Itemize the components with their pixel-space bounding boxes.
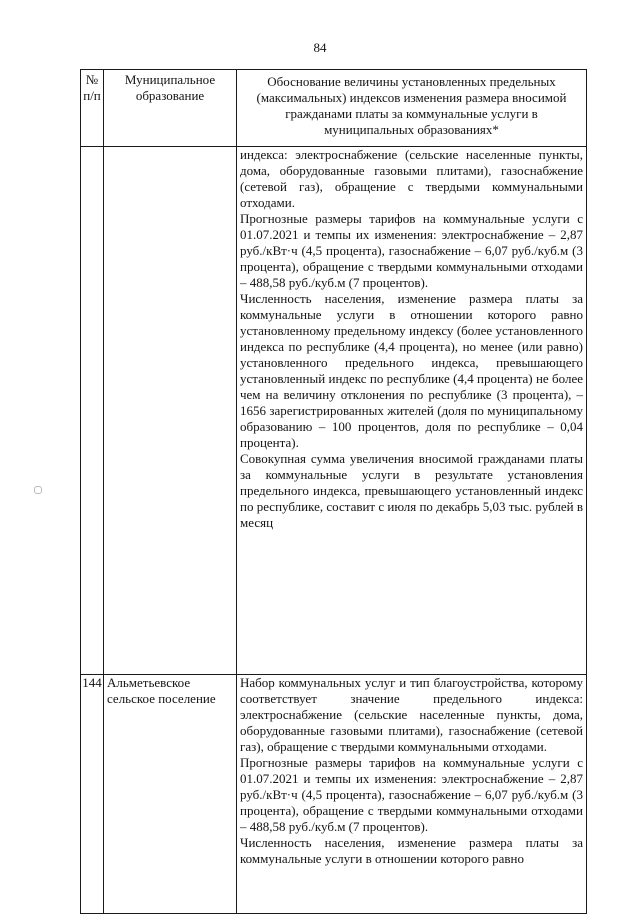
row-municipality-cell xyxy=(104,675,237,914)
row-justification xyxy=(237,147,586,531)
row-justification-cell xyxy=(237,675,587,914)
tariff-justification-table xyxy=(80,69,587,914)
header-justification: Обоснование величины установленных предельных (максимальных) индексов изменения размера вносимой гражданами платы за коммунальные услуги в муниципальных образованиях* xyxy=(256,74,567,137)
paragraph: Совокупная сумма увеличения вносимой гражданами платы за коммунальные услуги в результате установления предельного индекса, превышающего установленный индекс по республике, составит с июля по декабрь 5,03 тыс. рублей в месяц xyxy=(240,451,583,530)
scan-artifact-mark xyxy=(34,486,42,494)
table-header-row xyxy=(81,70,587,147)
header-municipality: Муниципальное образование xyxy=(124,72,216,103)
header-municipality-cell xyxy=(104,70,237,147)
row-num-cell xyxy=(81,675,104,914)
row-num: 144 xyxy=(82,675,102,690)
row-justification xyxy=(237,675,586,867)
header-justification-cell xyxy=(237,70,587,147)
paragraph: Прогнозные размеры тарифов на коммунальные услуги с 01.07.2021 и темпы их изменения: электроснабжение – 2,87 руб./кВт·ч (4,5 процента), газоснабжение – 6,07 руб./куб.м (3 процента), обращение с твердыми коммунальными отходами – 488,58 руб./куб.м (7 процентов). xyxy=(240,211,583,290)
row-municipality-cell xyxy=(104,147,237,675)
header-num-cell xyxy=(81,70,104,147)
paragraph: Прогнозные размеры тарифов на коммунальные услуги с 01.07.2021 и темпы их изменения: электроснабжение – 2,87 руб./кВт·ч (4,5 процента), газоснабжение – 6,07 руб./куб.м (3 процента), обращение с твердыми коммунальными отходами – 488,58 руб./куб.м (7 процентов). xyxy=(240,755,583,834)
table-row xyxy=(81,147,587,675)
row-num-cell xyxy=(81,147,104,675)
row-justification-cell xyxy=(237,147,587,675)
table-row xyxy=(81,675,587,914)
page-number: 84 xyxy=(313,40,327,55)
paragraph: индекса: электроснабжение (сельские населенные пункты, дома, оборудованные газовыми плитами), газоснабжение (сетевой газ), обращение с твердыми коммунальными отходами. xyxy=(240,147,583,210)
paragraph: Набор коммунальных услуг и тип благоустройства, которому соответствует значение предельного индекса: электроснабжение (сельские населенные пункты, дома, оборудованные газовыми плитами), газоснабжение (сетевой газ), обращение с твердыми коммунальными отходами. xyxy=(240,675,583,754)
row-municipality: Альметьевское сельское поселение xyxy=(107,675,216,706)
paragraph: Численность населения, изменение размера платы за коммунальные услуги в отношении которого равно установленному предельному индексу (более установленного индекса по республике (4,4 процента), но менее (или равно) установленного предельного индекса, превышающего установленный индекс по республике (4,4 процента) не более чем на величину отклонения по республике (3 процента), – 1656 зарегистрированных жителей (доля по муниципальному образованию – 100 процентов, доля по республике – 0,04 процента). xyxy=(240,291,583,450)
paragraph: Численность населения, изменение размера платы за коммунальные услуги в отношении которого равно xyxy=(240,835,583,866)
header-num: № п/п xyxy=(83,72,101,103)
